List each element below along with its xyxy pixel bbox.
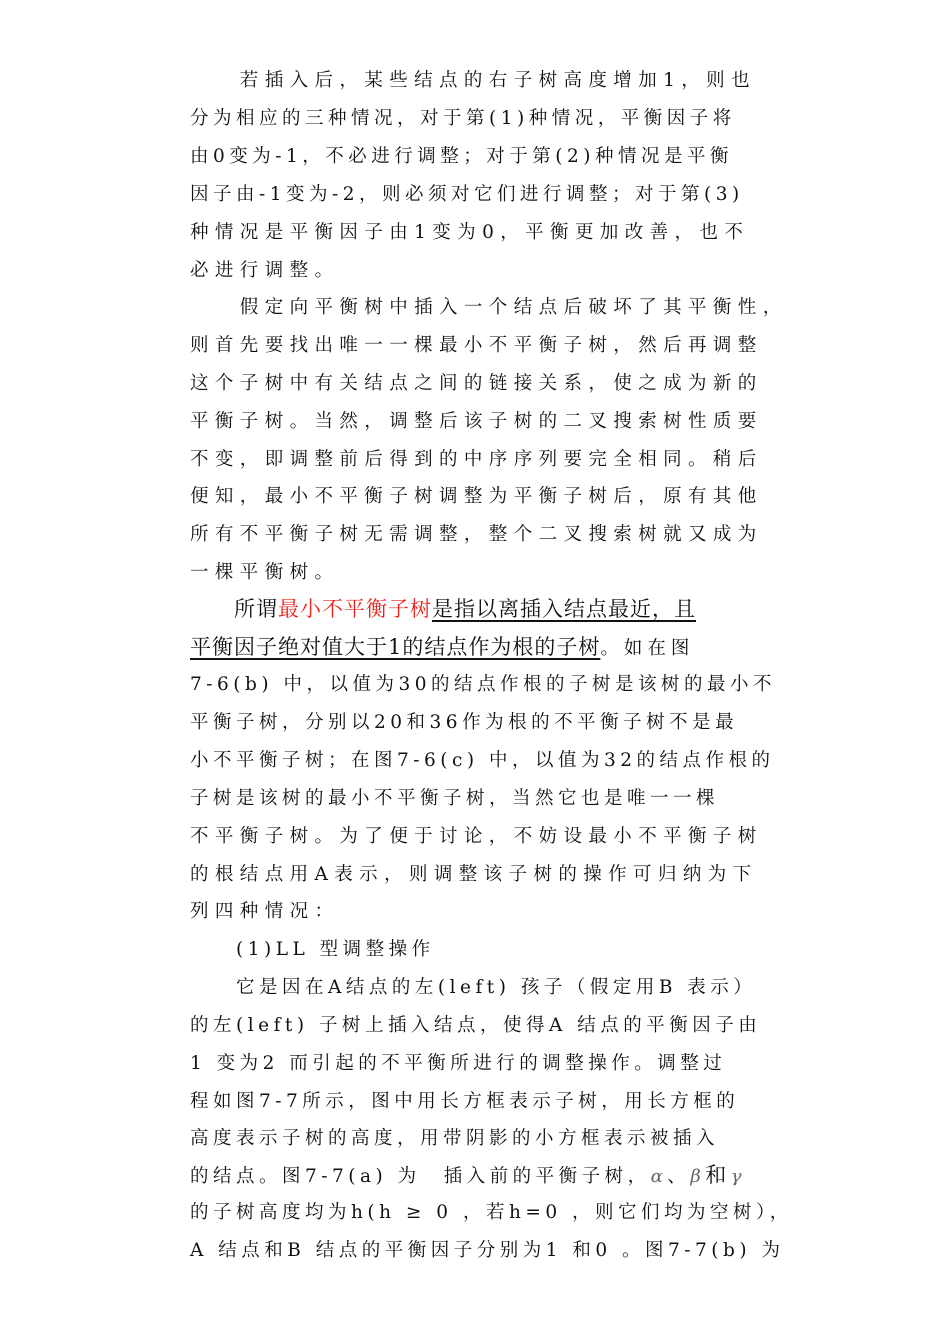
text-line: 程如图7-7所示，图中用长方框表示子树，用长方框的 [190,1091,740,1112]
text-line: 由0变为-1，不必进行调整；对于第(2)种情况是平衡 [190,146,733,167]
text-line: 平衡子树，分别以20和36作为根的不平衡子树不是最 [190,712,739,733]
text-span: 和 [705,1163,731,1187]
text-line: 1 变为2 而引起的不平衡所进行的调整操作。调整过 [190,1053,727,1074]
text-line: 这个子树中有关结点之间的链接关系，使之成为新的 [190,373,763,394]
underlined-definition: 平衡因子绝对值大于1的结点作为根的子树 [190,635,601,659]
text-line: 假定向平衡树中插入一个结点后破坏了其平衡性， [190,297,788,318]
text-line: 小不平衡子树；在图7-6(c) 中，以值为32的结点作根的 [190,750,775,771]
definition-line [190,634,760,660]
text-span: 。如在图 [600,638,695,659]
text-line: A 结点和B 结点的平衡因子分别为1 和0 。图7-7(b) 为 [190,1240,785,1261]
section-heading: (1)LL 型调整操作 [190,939,435,960]
text-line: 7-6(b) 中，以值为30的结点作根的子树是该树的最小不 [190,674,776,695]
text-span: 、 [667,1166,691,1187]
text-line [190,1162,760,1188]
text-line: 所有不平衡子树无需调整，整个二叉搜索树就又成为 [190,524,763,545]
underlined-definition: 是指以离插入结点最近，且 [432,597,696,621]
text-span: 所谓 [190,597,278,621]
text-line: 它是因在A结点的左(left) 孩子（假定用B 表示） [190,977,757,998]
text-line: 不变，即调整前后得到的中序序列要完全相同。稍后 [190,449,763,470]
text-span: 的结点。图7-7(a) 为 插入前的平衡子树， [190,1166,651,1187]
text-line: 则首先要找出唯一一棵最小不平衡子树，然后再调整 [190,335,763,356]
greek-beta: β [690,1166,706,1187]
text-line: 的左(left) 子树上插入结点，使得A 结点的平衡因子由 [190,1015,762,1036]
text-line: 分为相应的三种情况，对于第(1)种情况，平衡因子将 [190,108,736,129]
text-line: 便知，最小不平衡子树调整为平衡子树后，原有其他 [190,486,763,507]
text-line: 列四种情况： [190,901,340,922]
text-line: 不平衡子树。为了便于讨论，不妨设最小不平衡子树 [190,826,763,847]
text-line: 高度表示子树的高度，用带阴影的小方框表示被插入 [190,1128,720,1149]
text-line: 的子树高度均为h(h ≥ 0 ，若h=0 ，则它们均为空树）， [190,1202,793,1223]
text-line: 一棵平衡树。 [190,562,340,583]
text-line: 种情况是平衡因子由1变为0，平衡更加改善，也不 [190,222,750,243]
greek-gamma: γ [730,1166,746,1187]
definition-line [190,596,760,622]
text-line: 必进行调整。 [190,260,340,281]
text-line: 的根结点用A表示，则调整该子树的操作可归纳为下 [190,864,758,885]
text-line: 若插入后，某些结点的右子树高度增加1，则也 [190,70,756,91]
highlighted-term: 最小不平衡子树 [278,597,432,621]
text-line: 平衡子树。当然，调整后该子树的二叉搜索树性质要 [190,411,763,432]
text-line: 因子由-1变为-2，则必须对它们进行调整；对于第(3) [190,184,744,205]
text-line: 子树是该树的最小不平衡子树，当然它也是唯一一棵 [190,788,720,809]
greek-alpha: α [650,1166,668,1187]
